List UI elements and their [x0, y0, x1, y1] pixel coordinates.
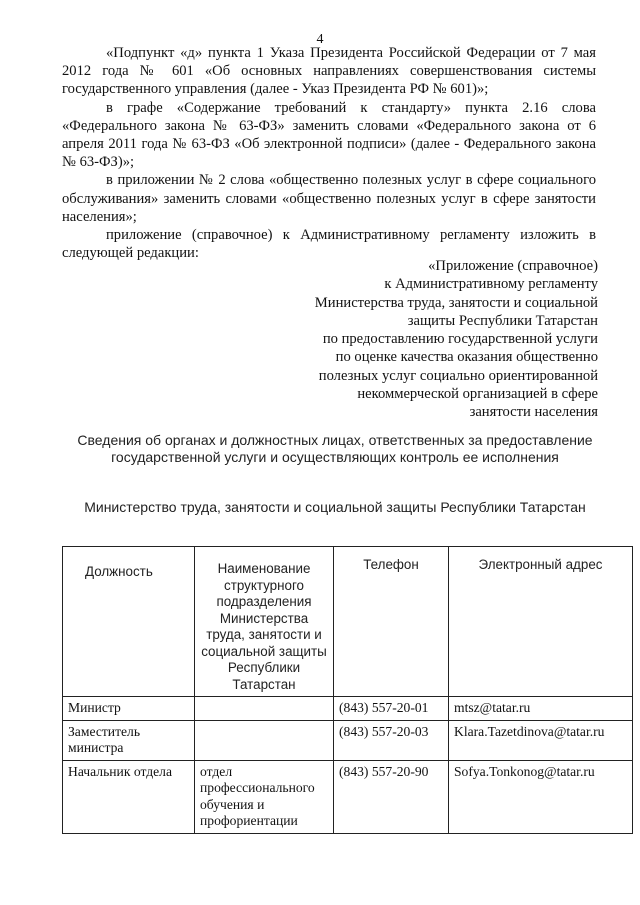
cell-email: mtsz@tatar.ru	[449, 697, 633, 721]
header-phone: Телефон	[334, 547, 449, 697]
paragraph: приложение (справочное) к Административному регламенту изложить в следующей редакции:	[62, 227, 596, 262]
table-header-row	[63, 547, 633, 697]
cell-phone: (843) 557-20-03	[334, 720, 449, 760]
cell-unit: отдел профессионального обучения и профориентации	[195, 760, 334, 833]
annex-line: по предоставлению государственной услуги	[322, 331, 598, 348]
paragraph: в приложении № 2 слова «общественно полезных услуг в сфере социального обслуживания» заменить словами «общественно полезных услуг в сфере занятости населения»;	[62, 172, 596, 225]
contacts-table	[62, 546, 633, 834]
header-position: Должность	[63, 547, 195, 697]
paragraph: «Подпункт «д» пункта 1 Указа Президента Российской Федерации от 7 мая 2012 года № 601 «Об основных направлениях совершенствования системы государственного управления (далее - Указ Президента РФ № 601)»;	[62, 45, 596, 98]
cell-unit	[195, 720, 334, 760]
annex-line: полезных услуг социально ориентированной	[318, 367, 598, 384]
table-row	[63, 697, 633, 721]
header-unit: Наименование структурного подразделения Министерства труда, занятости и социальной защиты Республики Татарстан	[195, 547, 334, 697]
cell-position: Начальник отдела	[63, 760, 195, 833]
annex-line: к Административному регламенту	[384, 276, 598, 293]
annex-header	[278, 257, 598, 422]
paragraph: в графе «Содержание требований к стандарту» пункта 2.16 слова «Федерального закона № 63-ФЗ» заменить словами «Федерального закона от 6 апреля 2011 года № 63-ФЗ «Об электронной подписи» (далее - Федерального закона № 63-ФЗ)»;	[62, 99, 596, 171]
table-row	[63, 720, 633, 760]
annex-line: Министерства труда, занятости и социальной	[314, 294, 598, 311]
cell-position: Заместитель министра	[63, 720, 195, 760]
annex-line: занятости населения	[469, 404, 598, 421]
table-row	[63, 760, 633, 833]
cell-position: Министр	[63, 697, 195, 721]
cell-phone: (843) 557-20-90	[334, 760, 449, 833]
cell-email: Klara.Tazetdinova@tatar.ru	[449, 720, 633, 760]
section-heading: Сведения об органах и должностных лицах, ответственных за предоставление государственной услуги и осуществляющих контроль ее исполнения	[77, 432, 593, 465]
annex-line: защиты Республики Татарстан	[407, 312, 598, 329]
cell-unit	[195, 697, 334, 721]
header-email: Электронный адрес	[449, 547, 633, 697]
cell-phone: (843) 557-20-01	[334, 697, 449, 721]
cell-email: Sofya.Tonkonog@tatar.ru	[449, 760, 633, 833]
ministry-name: Министерство труда, занятости и социальной защиты Республики Татарстан	[84, 499, 586, 515]
annex-line: некоммерческой организацией в сфере	[357, 386, 598, 403]
body-text	[62, 44, 596, 262]
page-number: 4	[316, 32, 324, 47]
annex-line: по оценке качества оказания общественно	[335, 349, 598, 366]
annex-line: «Приложение (справочное)	[428, 258, 598, 274]
